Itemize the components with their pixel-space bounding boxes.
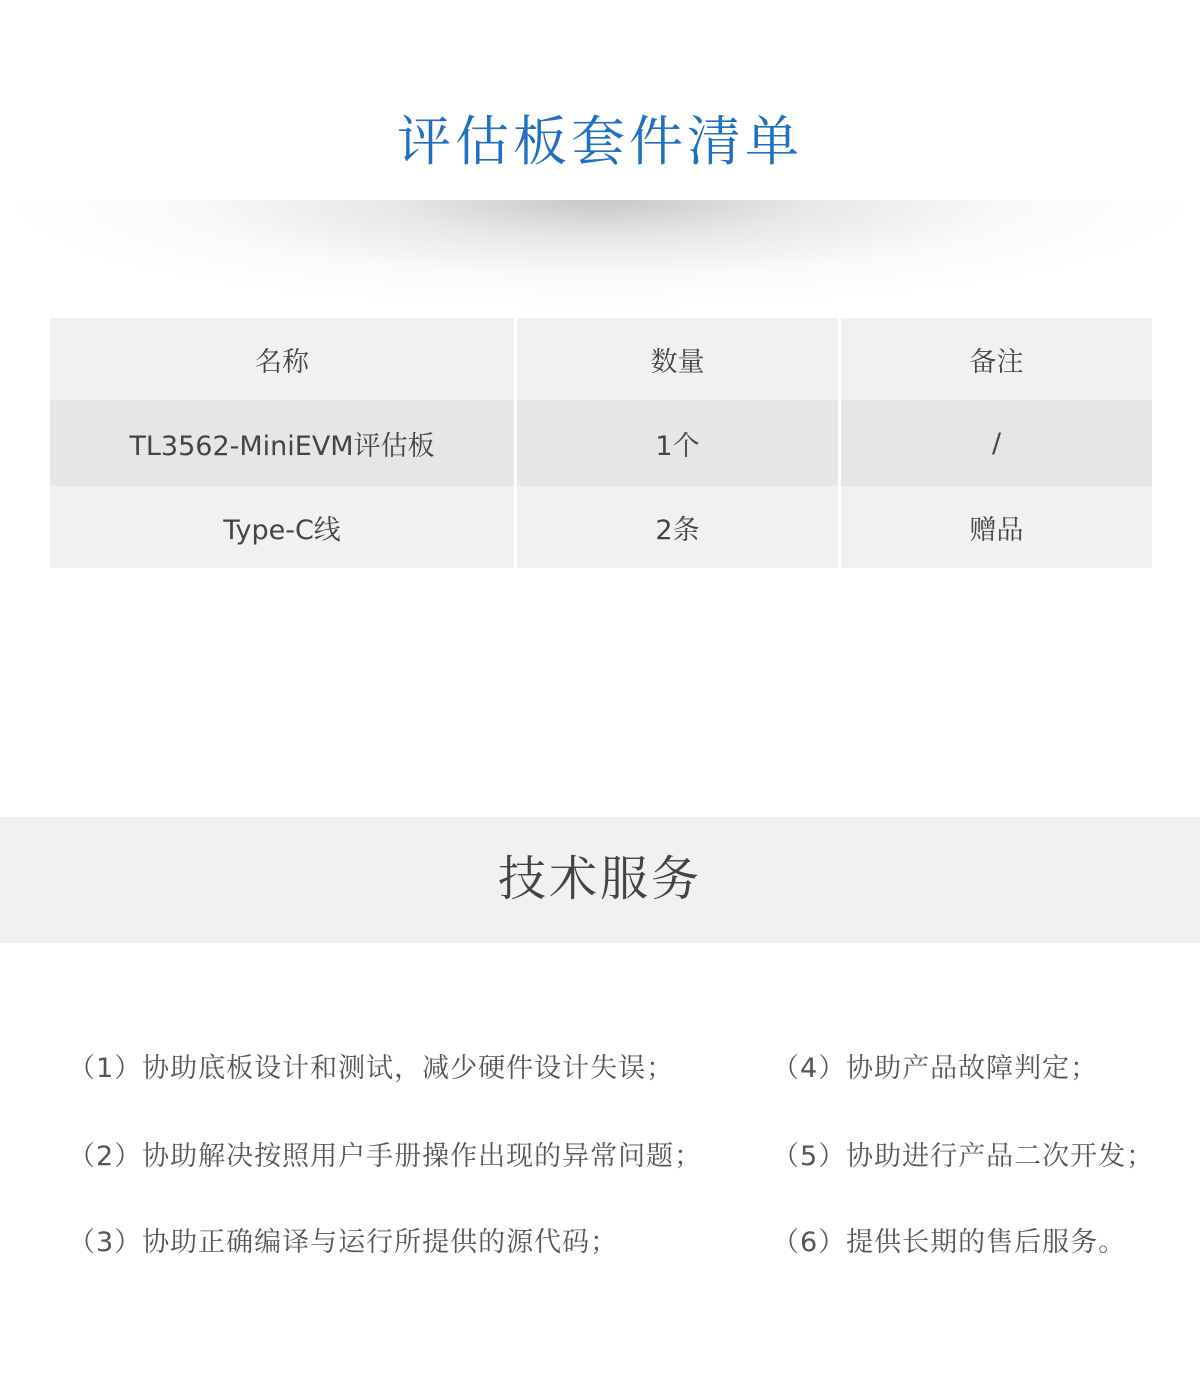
table-cell-name: TL3562-MiniEVM评估板 <box>50 400 514 486</box>
kit-list-title: 评估板套件清单 <box>397 110 803 173</box>
tech-service-title: 技术服务 <box>497 851 702 907</box>
service-item-4: （4）协助产品故障判定； <box>772 1053 1099 1084</box>
service-item-5: （5）协助进行产品二次开发； <box>772 1141 1155 1172</box>
table-header-cell-remark: 备注 <box>841 318 1152 400</box>
table-cell-remark: / <box>841 400 1152 486</box>
table-header-cell-name: 名称 <box>50 318 514 400</box>
service-item-2: （2）协助解决按照用户手册操作出现的异常问题； <box>68 1141 703 1172</box>
title-shadow-divider <box>20 200 1180 310</box>
table-cell-remark: 赠品 <box>841 486 1152 568</box>
service-item-1: （1）协助底板设计和测试，减少硬件设计失误； <box>68 1053 675 1084</box>
kit-list-table <box>50 318 1152 568</box>
table-header-cell-quantity: 数量 <box>517 318 838 400</box>
table-cell-name: Type-C线 <box>50 486 514 568</box>
tech-service-band <box>0 817 1200 943</box>
table-cell-quantity: 1个 <box>517 400 838 486</box>
service-item-3: （3）协助正确编译与运行所提供的源代码； <box>68 1227 619 1258</box>
table-cell-quantity: 2条 <box>517 486 838 568</box>
service-item-6: （6）提供长期的售后服务。 <box>772 1227 1127 1258</box>
